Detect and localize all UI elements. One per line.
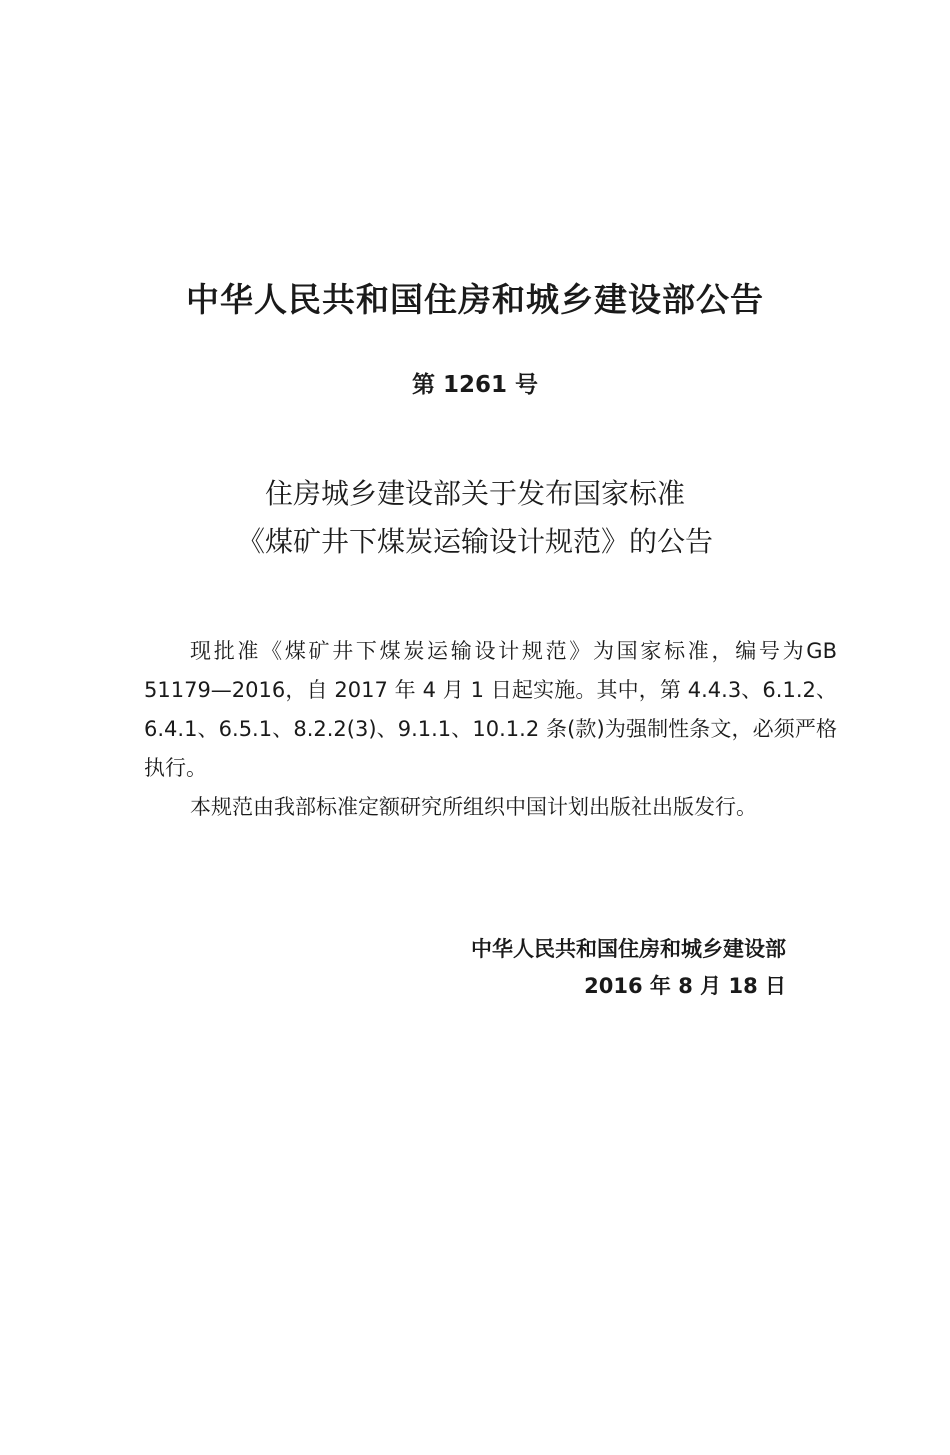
announcement-subtitle-line1: 住房城乡建设部关于发布国家标准 [264,477,685,510]
announcement-title: 中华人民共和国住房和城乡建设部公告 [186,280,764,319]
body-paragraph-publishing: 本规范由我部标准定额研究所组织中国计划出版社出版发行。 [190,795,757,819]
body-paragraph-approval: 现批准《煤矿井下煤炭运输设计规范》为国家标准，编号为GB 51179—2016，自 2017 年 4 月 1 日起实施。其中，第 4.4.3、6.1.2、6.4.1、6.5.1、8.2.2(3)、9.1.1、10.1.2 条(款)为强制性条文，必须严格执行。 [144,639,837,780]
announcement-subtitle-line2: 《煤矿井下煤炭运输设计规范》的公告 [236,525,713,558]
announcement-number: 第 1261 号 [411,372,539,398]
issuer-signature: 中华人民共和国住房和城乡建设部 [471,937,786,961]
issue-date: 2016 年 8 月 18 日 [584,974,786,998]
